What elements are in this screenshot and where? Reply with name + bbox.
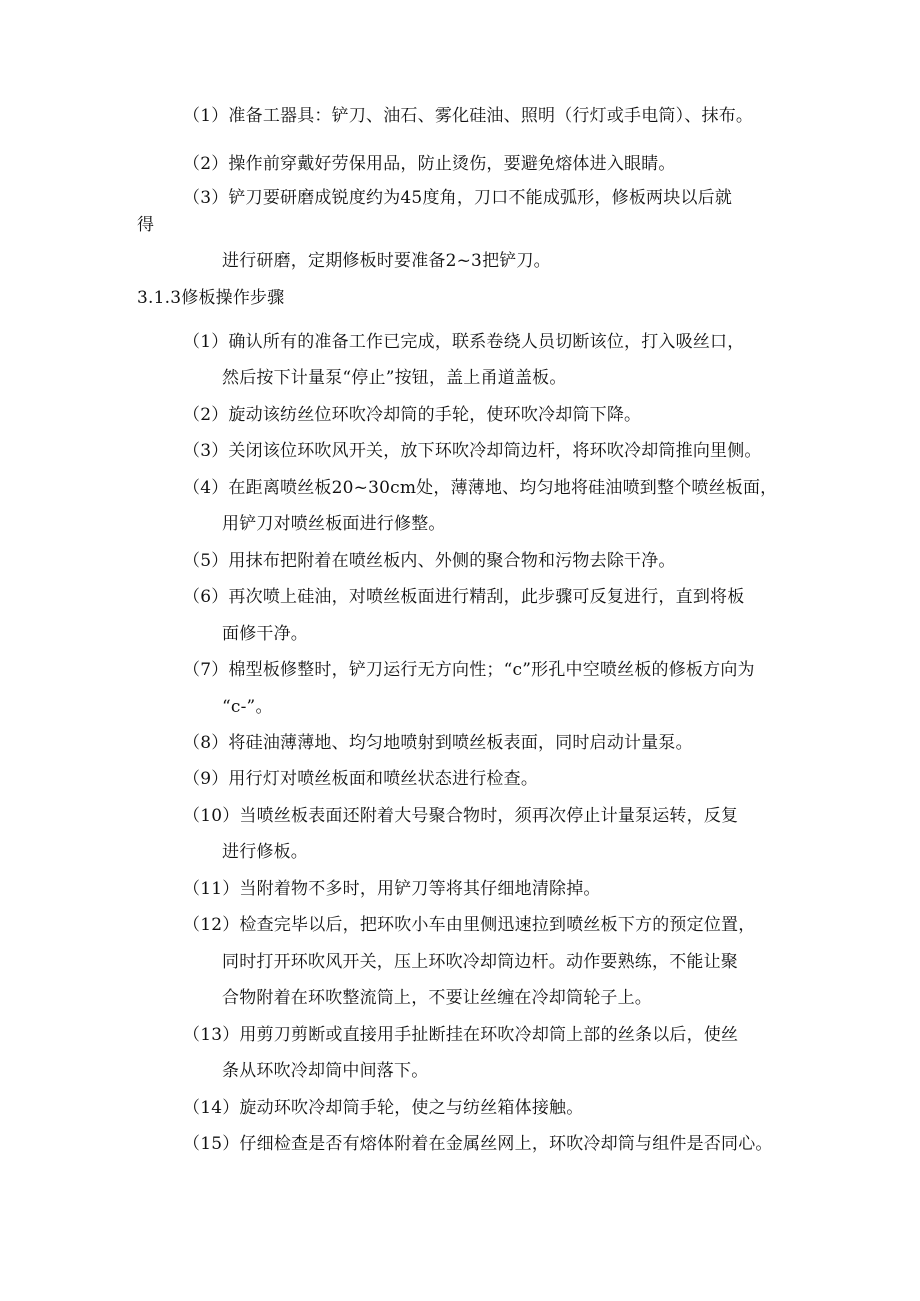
step-13-line-1: （13）用剪刀剪断或直接用手扯断挂在环吹冷却筒上部的丝条以后，使丝 xyxy=(183,1025,739,1045)
step-7-line-2: “c-”。 xyxy=(222,697,273,717)
step-6-line-2: 面修干净。 xyxy=(222,624,308,644)
prep-item-3-line-2: 得 xyxy=(137,215,155,235)
prep-item-3-line-3: 进行研磨，定期修板时要准备2~3把铲刀。 xyxy=(222,251,551,271)
step-7-line-1: （7）棉型板修整时，铲刀运行无方向性；“c”形孔中空喷丝板的修板方向为 xyxy=(183,660,755,680)
step-3: （3）关闭该位环吹风开关，放下环吹冷却筒边杆，将环吹冷却筒推向里侧。 xyxy=(183,441,762,461)
section-heading: 3.1.3修板操作步骤 xyxy=(137,288,285,308)
step-11: （11）当附着物不多时，用铲刀等将其仔细地清除掉。 xyxy=(183,879,601,899)
step-12-line-2: 同时打开环吹风开关，压上环吹冷却筒边杆。动作要熟练，不能让聚 xyxy=(222,952,738,972)
step-1-line-1: （1）确认所有的准备工作已完成，联系卷绕人员切断该位，打入吸丝口， xyxy=(183,332,745,352)
step-15: （15）仔细检查是否有熔体附着在金属丝网上，环吹冷却筒与组件是否同心。 xyxy=(183,1134,773,1154)
step-9: （9）用行灯对喷丝板面和喷丝状态进行检查。 xyxy=(183,769,539,789)
step-10-line-1: （10）当喷丝板表面还附着大号聚合物时，须再次停止计量泵运转，反复 xyxy=(183,806,739,826)
step-12-line-1: （12）检查完毕以后，把环吹小车由里侧迅速拉到喷丝板下方的预定位置， xyxy=(183,915,756,935)
step-4-line-2: 用铲刀对喷丝板面进行修整。 xyxy=(222,514,446,534)
step-5: （5）用抹布把附着在喷丝板内、外侧的聚合物和污物去除干净。 xyxy=(183,551,676,571)
step-6-line-1: （6）再次喷上硅油，对喷丝板面进行精刮，此步骤可反复进行，直到将板 xyxy=(183,587,745,607)
prep-item-2: （2）操作前穿戴好劳保用品，防止烫伤，要避免熔体进入眼睛。 xyxy=(183,154,676,174)
step-13-line-2: 条从环吹冷却筒中间落下。 xyxy=(222,1061,429,1081)
step-4-line-1: （4）在距离喷丝板20~30cm处，薄薄地、均匀地将硅油喷到整个喷丝板面， xyxy=(183,478,778,498)
step-8: （8）将硅油薄薄地、均匀地喷射到喷丝板表面，同时启动计量泵。 xyxy=(183,733,693,753)
prep-item-1: （1）准备工器具：铲刀、油石、雾化硅油、照明（行灯或手电筒）、抹布。 xyxy=(183,106,754,126)
step-12-line-3: 合物附着在环吹整流筒上，不要让丝缠在冷却筒轮子上。 xyxy=(222,988,652,1008)
step-1-line-2: 然后按下计量泵“停止”按钮，盖上甬道盖板。 xyxy=(222,368,567,388)
step-10-line-2: 进行修板。 xyxy=(222,842,308,862)
prep-item-3-line-1: （3）铲刀要研磨成锐度约为45度角，刀口不能成弧形，修板两块以后就 xyxy=(183,188,733,208)
step-14: （14）旋动环吹冷却筒手轮，使之与纺丝箱体接触。 xyxy=(183,1098,584,1118)
step-2: （2）旋动该纺丝位环吹冷却筒的手轮，使环吹冷却筒下降。 xyxy=(183,405,642,425)
